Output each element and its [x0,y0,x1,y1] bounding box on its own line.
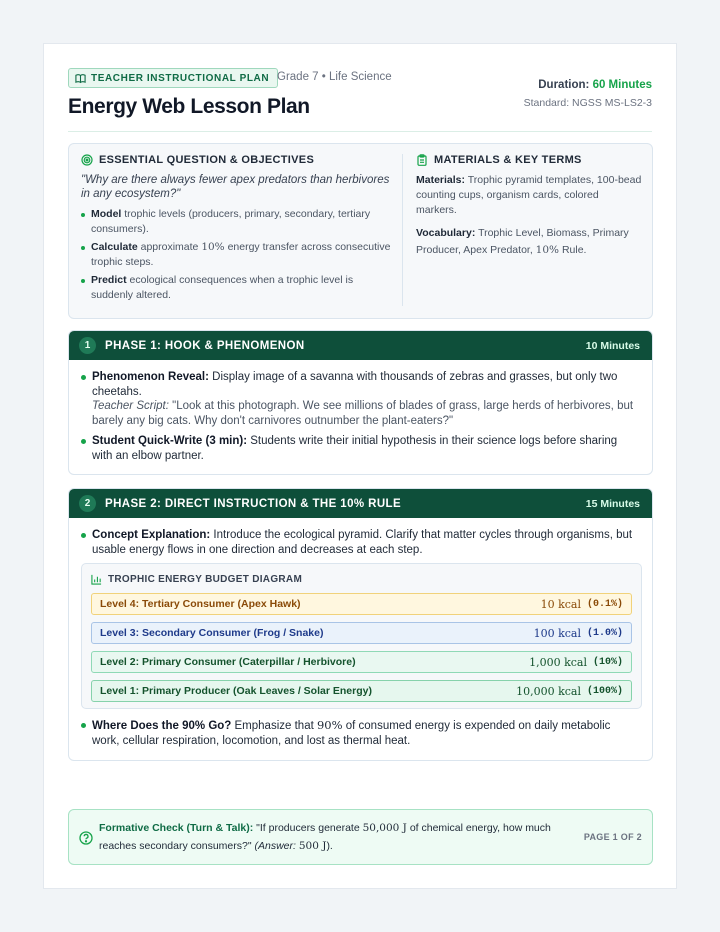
standard-label: Standard: NGSS MS-LS2-3 [523,97,652,109]
phase-2-card [68,488,653,761]
materials-label: Materials: [416,174,466,186]
column-divider [402,154,403,306]
list-item [81,370,640,428]
objective-text: energy transfer across consecutive trophic steps. [91,241,391,268]
level-name: Level 4: Tertiary Consumer (Apex Hawk) [100,598,301,610]
page-title: Energy Web Lesson Plan [68,95,310,118]
vocabulary-label: Vocabulary: [416,227,476,239]
essential-question: "Why are there always fewer apex predators than herbivores in any ecosystem?" [81,174,390,200]
target-icon [81,154,93,166]
vocabulary-value: Trophic Level, Biomass, Primary Producer, Apex Predator, [416,227,629,256]
phase-time: 10 Minutes [585,339,640,352]
objective-item [81,207,391,237]
formative-check-text [99,819,589,855]
objective-item [81,240,391,270]
list-item [81,528,640,557]
objective-term: Model [91,208,122,220]
trophic-level-3 [91,622,632,644]
objectives-title: ESSENTIAL QUESTION & OBJECTIVES [99,154,315,166]
level-energy: 10,000 kcal [516,684,581,698]
item-label: Where Does the 90% Go? [92,720,232,732]
phase-2-header [69,489,652,518]
badge-label: TEACHER INSTRUCTIONAL PLAN [91,72,270,84]
objectives-column [81,154,391,306]
materials-title: MATERIALS & KEY TERMS [434,154,582,166]
item-text: Introduce the ecological pyramid. Clarify that matter cycles through organisms, but usable energy flows in one direction and decreases at each step. [92,529,633,556]
trophic-diagram [81,563,642,709]
answer-label: (Answer: [254,840,296,852]
page-header [68,68,652,132]
level-percent: (1.0%) [586,627,623,639]
level-energy: 10 kcal [540,597,581,611]
answer-math: 500 J [298,840,327,852]
phase-title: PHASE 2: DIRECT INSTRUCTION & THE 10% RULE [105,497,402,510]
objective-term: Calculate [91,241,138,253]
diagram-heading [91,572,632,586]
formative-check-box [68,809,653,865]
duration-label: Duration: [538,79,590,91]
level-percent: (10%) [592,656,623,668]
trophic-level-4 [91,593,632,615]
item-text: Students write their initial hypothesis in their science logs before sharing with an elbow partner. [92,435,618,462]
vocabulary-tail: Rule. [561,244,587,256]
item-label: Concept Explanation: [92,529,211,541]
level-energy: 1,000 kcal [529,655,587,669]
phase-1-header [69,331,652,360]
bar-chart-icon [91,574,102,585]
book-icon [75,73,86,84]
phase-title: PHASE 1: HOOK & PHENOMENON [105,339,305,352]
vocabulary-math: 10% [535,244,560,256]
help-circle-icon [79,831,93,845]
overview-box [68,143,653,319]
objective-term: Predict [91,274,127,286]
lesson-plan-page [43,43,677,889]
objective-text: ecological consequences when a trophic level is suddenly altered. [91,274,354,301]
materials-text [416,173,642,218]
trophic-level-2 [91,651,632,673]
level-name: Level 3: Secondary Consumer (Frog / Snake) [100,627,324,639]
page-number: PAGE 1 OF 2 [583,832,642,842]
formative-text: of chemical energy, how much reaches secondary consumers?" [99,822,551,852]
list-item [81,718,640,748]
diagram-title: TROPHIC ENERGY BUDGET DIAGRAM [108,573,303,585]
item-text: Display image of a savanna with thousands of zebras and grasses, but only two cheetahs. [92,371,618,398]
objective-text: trophic levels (producers, primary, secondary, tertiary consumers). [91,208,371,235]
vocabulary-text [416,225,642,259]
materials-value: Trophic pyramid templates, 100-bead counting cups, organism cards, colored markers. [416,174,642,216]
item-text: of consumed energy is expended on daily metabolic work, cellular respiration, locomotion, and lost as thermal heat. [92,720,611,747]
item-label: Phenomenon Reveal: [92,371,209,383]
plan-badge [68,68,278,88]
phase-1-card [68,330,653,475]
script-text: "Look at this photograph. We see millions of blades of grass, large herds of herbivores, but barely any big cats. Why don't carnivores outnumber the plant-eaters?" [92,400,634,427]
trophic-level-1 [91,680,632,702]
clipboard-icon [416,154,428,166]
teacher-script [92,399,640,428]
duration-value: 60 Minutes [592,79,652,91]
grade-label: Grade 7 • Life Science [277,71,392,83]
objective-item [81,273,391,303]
phase-1-body [69,360,652,463]
list-item [81,434,640,463]
objective-math: 10% [201,241,225,253]
item-math: 90% [316,718,343,732]
level-name: Level 1: Primary Producer (Oak Leaves / Solar Energy) [100,685,372,697]
formative-math: 50,000 J [362,822,407,834]
level-percent: (0.1%) [586,598,623,610]
objective-text: approximate [140,241,199,253]
materials-heading [416,154,642,166]
script-label: Teacher Script: [92,400,169,412]
phase-number: 1 [79,337,96,354]
level-name: Level 2: Primary Consumer (Caterpillar / Herbivore) [100,656,356,668]
item-label: Student Quick-Write (3 min): [92,435,248,447]
phase-2-body [69,518,652,748]
level-percent: (100%) [586,685,623,697]
formative-text: "If producers generate [256,822,360,834]
formative-tail: ). [326,840,333,852]
level-energy: 100 kcal [533,626,581,640]
objectives-heading [81,154,391,166]
objectives-list [81,207,391,303]
materials-column [416,154,642,259]
phase-number: 2 [79,495,96,512]
item-text: Emphasize that [234,720,314,732]
duration [538,79,652,91]
phase-time: 15 Minutes [585,497,640,510]
formative-label: Formative Check (Turn & Talk): [99,822,254,834]
